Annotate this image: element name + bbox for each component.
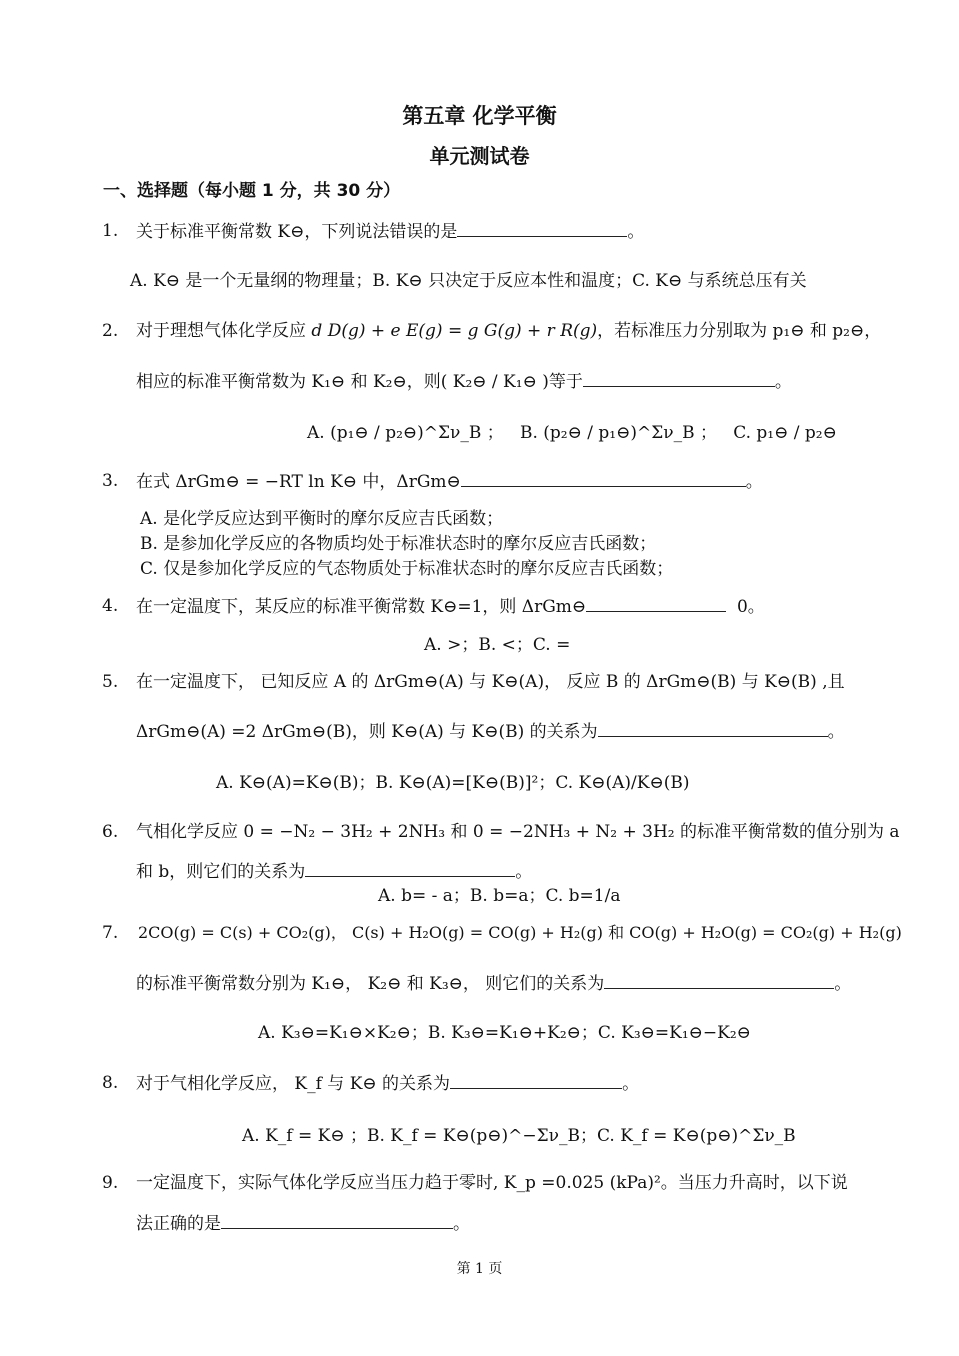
question-3-stem: 在式 ΔrGm⊖ = −RT ln K⊖ 中，ΔrGm⊖ 。 xyxy=(136,472,763,492)
question-4-stem: 在一定温度下，某反应的标准平衡常数 K⊖=1，则 ΔrGm⊖ 0。 xyxy=(136,597,765,617)
question-2-stem: 对于理想气体化学反应 d D(g) + e E(g) = g G(g) + r R(g)，若标准压力分别取为 p₁⊖ 和 p₂⊖， xyxy=(136,321,882,341)
question-number: 4. xyxy=(102,596,119,616)
page-footer: 第 1 页 xyxy=(456,1261,503,1277)
question-3-option-a: A. 是化学反应达到平衡时的摩尔反应吉氏函数； xyxy=(140,509,504,529)
question-number: 8. xyxy=(102,1073,119,1093)
answer-blank xyxy=(583,370,775,387)
question-9-stem-cont: 法正确的是 。 xyxy=(136,1214,470,1234)
question-number: 2. xyxy=(102,321,119,341)
chapter-subtitle: 单元测试卷 xyxy=(429,144,530,168)
question-3-option-b: B. 是参加化学反应的各物质均处于标准状态时的摩尔反应吉氏函数； xyxy=(140,534,657,554)
question-number: 9. xyxy=(102,1173,119,1193)
question-1-stem: 关于标准平衡常数 K⊖，下列说法错误的是 。 xyxy=(136,222,645,242)
chapter-title: 第五章 化学平衡 xyxy=(402,104,557,128)
answer-blank xyxy=(450,1072,622,1089)
question-5-options: A. K⊖(A)=K⊖(B)；B. K⊖(A)=[K⊖(B)]²；C. K⊖(A)/K⊖(B) xyxy=(216,773,690,793)
question-8-stem: 对于气相化学反应， K_f 与 K⊖ 的关系为 。 xyxy=(136,1074,640,1094)
answer-blank xyxy=(461,470,746,487)
question-number: 6. xyxy=(102,822,119,842)
section-heading: 一、选择题（每小题 1 分，共 30 分） xyxy=(103,181,401,201)
question-9-stem: 一定温度下，实际气体化学反应当压力趋于零时, K_p =0.025 (kPa)²。当压力升高时，以下说 xyxy=(136,1173,848,1193)
question-3-option-c: C. 仅是参加化学反应的气态物质处于标准状态时的摩尔反应吉氏函数； xyxy=(140,559,674,579)
question-4-options: A. >；B. <；C. = xyxy=(424,635,571,655)
question-number: 1. xyxy=(102,221,119,241)
question-7-options: A. K₃⊖=K₁⊖×K₂⊖；B. K₃⊖=K₁⊖+K₂⊖；C. K₃⊖=K₁⊖−K₂⊖ xyxy=(258,1023,751,1043)
question-number: 3. xyxy=(102,471,119,491)
question-6-stem: 气相化学反应 0 = −N₂ − 3H₂ + 2NH₃ 和 0 = −2NH₃ + N₂ + 3H₂ 的标准平衡常数的值分别为 a xyxy=(136,822,900,842)
question-2-options: A. (p₁⊖ / p₂⊖)^Σν_B ； B. (p₂⊖ / p₁⊖)^Σν_B ； C. p₁⊖ / p₂⊖ xyxy=(307,423,837,443)
question-5-stem-cont: ΔrGm⊖(A) =2 ΔrGm⊖(B)，则 K⊖(A) 与 K⊖(B) 的关系为 。 xyxy=(136,722,845,742)
answer-blank xyxy=(221,1212,453,1229)
answer-blank xyxy=(457,220,627,237)
question-number: 5. xyxy=(102,672,119,692)
question-8-options: A. K_f = K⊖ ；B. K_f = K⊖(p⊖)^−Σν_B；C. K_f = K⊖(p⊖)^Σν_B xyxy=(242,1126,796,1146)
answer-blank xyxy=(586,595,726,612)
question-2-stem-cont: 相应的标准平衡常数为 K₁⊖ 和 K₂⊖，则( K₂⊖ / K₁⊖ )等于 。 xyxy=(136,372,792,392)
question-number: 7. xyxy=(102,923,119,943)
question-1-options: A. K⊖ 是一个无量纲的物理量；B. K⊖ 只决定于反应本性和温度；C. K⊖ 与系统总压有关 xyxy=(130,271,807,291)
reaction-equation: d D(g) + e E(g) = g G(g) + r R(g) xyxy=(311,321,598,341)
answer-blank xyxy=(598,720,828,737)
question-6-options: A. b= - a；B. b=a；C. b=1/a xyxy=(378,886,621,906)
question-7-stem-cont: 的标准平衡常数分别为 K₁⊖， K₂⊖ 和 K₃⊖， 则它们的关系为 。 xyxy=(136,974,852,994)
answer-blank xyxy=(305,860,515,877)
answer-blank xyxy=(604,972,834,989)
question-6-stem-cont: 和 b，则它们的关系为 。 xyxy=(136,862,533,882)
question-7-stem: 2CO(g) = C(s) + CO₂(g)， C(s) + H₂O(g) = CO(g) + H₂(g) 和 CO(g) + H₂O(g) = CO₂(g) + H₂(g) xyxy=(138,923,902,942)
question-5-stem: 在一定温度下， 已知反应 A 的 ΔrGm⊖(A) 与 K⊖(A)， 反应 B 的 ΔrGm⊖(B) 与 K⊖(B) ,且 xyxy=(136,672,845,692)
